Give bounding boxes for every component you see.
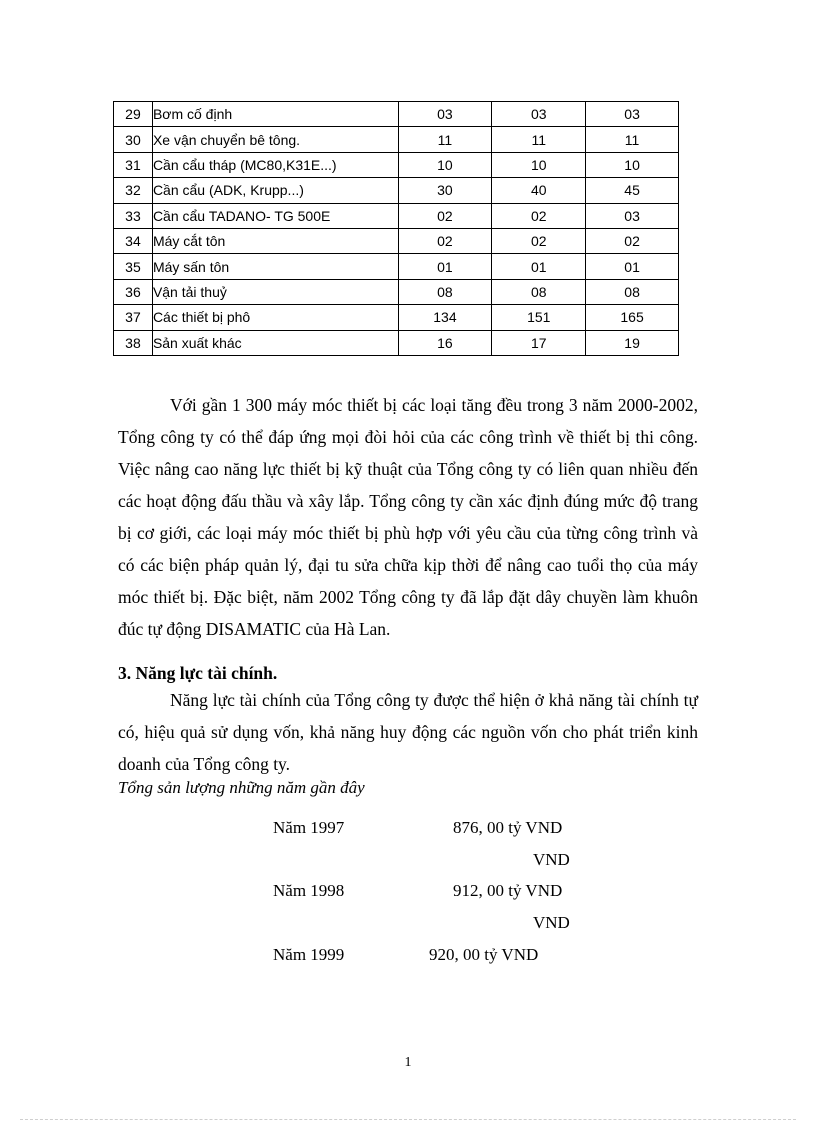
output-amount: 920, 00 tỷ VND xyxy=(429,945,539,964)
equipment-name: Máy cắt tôn xyxy=(152,228,398,253)
count-year-1: 134 xyxy=(398,305,492,330)
count-year-2: 08 xyxy=(492,279,586,304)
row-number: 37 xyxy=(114,305,153,330)
row-number: 32 xyxy=(114,178,153,203)
equipment-name: Xe vận chuyển bê tông. xyxy=(152,127,398,152)
paragraph-equipment: Với gần 1 300 máy móc thiết bị các loại tăng đều trong 3 năm 2000-2002, Tổng công ty có thể đáp ứng mọi đòi hỏi của các công trình về thiết bị thi công. Việc nâng cao năng lực thiết bị kỹ thuật của Tổng công ty có liên quan nhiều đến các hoạt động đấu thầu và xây lắp. Tổng công ty cần xác định đúng mức độ trang bị cơ giới, các loại máy móc thiết bị phù hợp với yêu cầu của từng công trình và có các biện pháp quản lý, đại tu sửa chữa kịp thời để nâng cao tuổi thọ của máy móc thiết bị. Đặc biệt, năm 2002 Tổng công ty đã lắp đặt dây chuyền làm khuôn đúc tự động DISAMATIC của Hà Lan. xyxy=(118,395,698,639)
table-row xyxy=(114,254,679,279)
paragraph-finance: Năng lực tài chính của Tổng công ty được thể hiện ở khả năng tài chính tự có, hiệu quả sử dụng vốn, khả năng huy động các nguồn vốn cho phát triển kinh doanh của Tổng công ty. xyxy=(118,690,698,774)
equipment-name: Cần cẩu (ADK, Krupp...) xyxy=(152,178,398,203)
row-number: 29 xyxy=(114,102,153,127)
table-row xyxy=(114,178,679,203)
count-year-3: 02 xyxy=(586,228,679,253)
count-year-3: 19 xyxy=(586,330,679,355)
equipment-table xyxy=(113,101,679,356)
row-number: 34 xyxy=(114,228,153,253)
row-number: 35 xyxy=(114,254,153,279)
equipment-name: Cần cẩu tháp (MC80,K31E...) xyxy=(152,152,398,177)
count-year-1: 10 xyxy=(398,152,492,177)
output-year: Năm 1999 xyxy=(273,945,345,964)
count-year-2: 151 xyxy=(492,305,586,330)
count-year-1: 01 xyxy=(398,254,492,279)
count-year-2: 03 xyxy=(492,102,586,127)
count-year-1: 02 xyxy=(398,228,492,253)
row-number: 36 xyxy=(114,279,153,304)
count-year-1: 11 xyxy=(398,127,492,152)
table-row xyxy=(114,152,679,177)
row-number: 31 xyxy=(114,152,153,177)
count-year-1: 02 xyxy=(398,203,492,228)
page-boundary-divider xyxy=(20,1119,796,1120)
output-caption: Tổng sản lượng những năm gần đây xyxy=(118,778,365,797)
count-year-2: 02 xyxy=(492,203,586,228)
count-year-3: 10 xyxy=(586,152,679,177)
table-row xyxy=(114,127,679,152)
equipment-name: Sản xuất khác xyxy=(152,330,398,355)
table-row xyxy=(114,330,679,355)
table-row xyxy=(114,305,679,330)
count-year-1: 08 xyxy=(398,279,492,304)
count-year-2: 02 xyxy=(492,228,586,253)
count-year-1: 03 xyxy=(398,102,492,127)
count-year-2: 10 xyxy=(492,152,586,177)
section-heading: 3. Năng lực tài chính. xyxy=(118,663,278,683)
equipment-name: Bơm cố định xyxy=(152,102,398,127)
count-year-1: 30 xyxy=(398,178,492,203)
output-unit: VND xyxy=(533,913,570,932)
output-year: Năm 1997 xyxy=(273,818,345,837)
table-row xyxy=(114,279,679,304)
equipment-name: Vận tải thuỷ xyxy=(152,279,398,304)
table-row xyxy=(114,203,679,228)
count-year-2: 40 xyxy=(492,178,586,203)
output-unit: VND xyxy=(533,850,570,869)
equipment-name: Máy sấn tôn xyxy=(152,254,398,279)
count-year-2: 01 xyxy=(492,254,586,279)
row-number: 30 xyxy=(114,127,153,152)
count-year-3: 03 xyxy=(586,102,679,127)
equipment-name: Cần cẩu TADANO- TG 500E xyxy=(152,203,398,228)
count-year-1: 16 xyxy=(398,330,492,355)
count-year-3: 08 xyxy=(586,279,679,304)
output-amount: 876, 00 tỷ VND xyxy=(453,818,563,837)
count-year-3: 01 xyxy=(586,254,679,279)
count-year-3: 11 xyxy=(586,127,679,152)
count-year-2: 17 xyxy=(492,330,586,355)
count-year-3: 45 xyxy=(586,178,679,203)
count-year-3: 03 xyxy=(586,203,679,228)
output-year: Năm 1998 xyxy=(273,881,345,900)
table-row xyxy=(114,228,679,253)
row-number: 33 xyxy=(114,203,153,228)
count-year-3: 165 xyxy=(586,305,679,330)
equipment-name: Các thiết bị phô xyxy=(152,305,398,330)
page-number: 1 xyxy=(404,1055,412,1070)
count-year-2: 11 xyxy=(492,127,586,152)
table-row xyxy=(114,102,679,127)
row-number: 38 xyxy=(114,330,153,355)
output-amount: 912, 00 tỷ VND xyxy=(453,881,563,900)
